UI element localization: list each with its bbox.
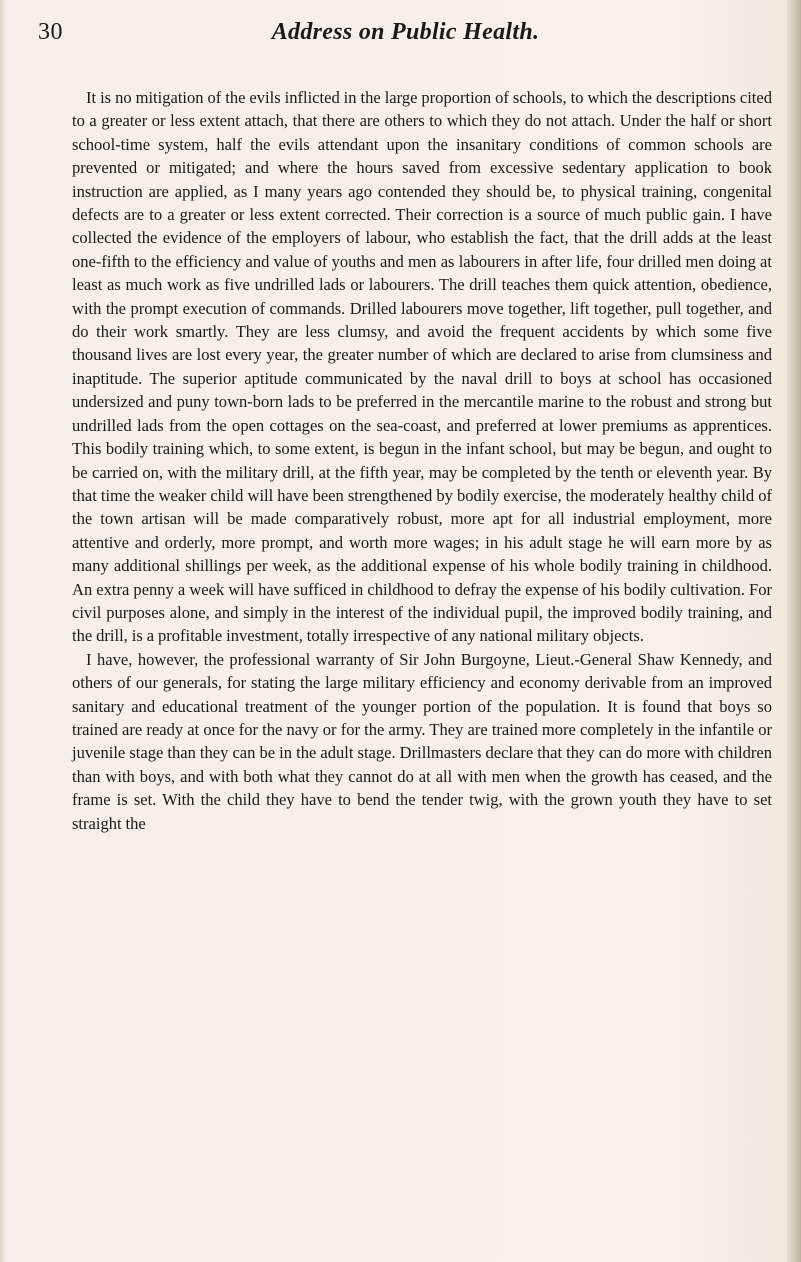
paragraph: I have, however, the professional warranty of Sir John Burgoyne, Lieut.-General Shaw Kennedy, and others of our generals, for stating the large military efficiency and economy derivable from an improved sanitary and educational treatment of the younger portion of the population. It is found that boys so trained are ready at once for the navy or for the army. They are trained more completely in the infantile or juvenile stage than they can be in the adult stage. Drillmasters declare that they can do more with children than with boys, and with both what they cannot do at all with men when the growth has ceased, and the frame is set. With the child they have to bend the tender twig, with the grown youth they have to set straight the: [72, 649, 772, 833]
paragraph: It is no mitigation of the evils inflicted in the large proportion of schools, to which the descriptions cited to a greater or less extent attach, that there are others to which they do not attach. Under the half or short school-time system, half the evils attendant upon the insanitary conditions of common schools are prevented or mitigated; and where the hours saved from excessive sedentary application to book instruction are applied, as I many years ago contended they should be, to physical training, congenital defects are to a greater or less extent corrected. Their correction is a source of much public gain. I have collected the evidence of the employers of labour, who establish the fact, that the drill adds at the least one-fifth to the efficiency and value of youths and men as labourers in after life, four drilled men doing at least as much work as five undrilled lads or labourers. The drill teaches them quick attention, obedience, with the prompt execution of commands. Drilled labourers move together, lift together, pull together, and do their work smartly. They are less clumsy, and avoid the frequent accidents by which some five thousand lives are lost every year, the greater number of which are declared to arise from clumsiness and inaptitude. The superior aptitude communicated by the naval drill to boys at school has occasioned undersized and puny town-born lads to be preferred in the mercantile marine to the robust and strong but undrilled lads from the open cottages on the sea-coast, and preferred at lower premiums as apprentices. This bodily training which, to some extent, is begun in the infant school, but may be begun, and ought to be carried on, with the military drill, at the fifth year, may be completed by the tenth or eleventh year. By that time the weaker child will have been strengthened by bodily exercise, the moderately healthy child of the town artisan will be made comparatively robust, more apt for all industrial employment, more attentive and orderly, more prompt, and worth more wages; in his adult stage he will earn more by as many additional shillings per week, as the additional expense of his whole bodily training in childhood. An extra penny a week will have sufficed in childhood to defray the expense of his bodily cultivation. For civil purposes alone, and simply in the interest of the individual pupil, the improved bodily training, and the drill, is a profitable investment, totally irrespective of any national military objects.: [72, 88, 772, 646]
book-spine-shadow: [787, 0, 801, 1262]
page-left-edge: [0, 0, 6, 1262]
page-header: [38, 12, 773, 52]
body-text: [72, 86, 772, 835]
page-number: 30: [38, 19, 63, 45]
running-title: Address on Public Health.: [271, 19, 540, 45]
